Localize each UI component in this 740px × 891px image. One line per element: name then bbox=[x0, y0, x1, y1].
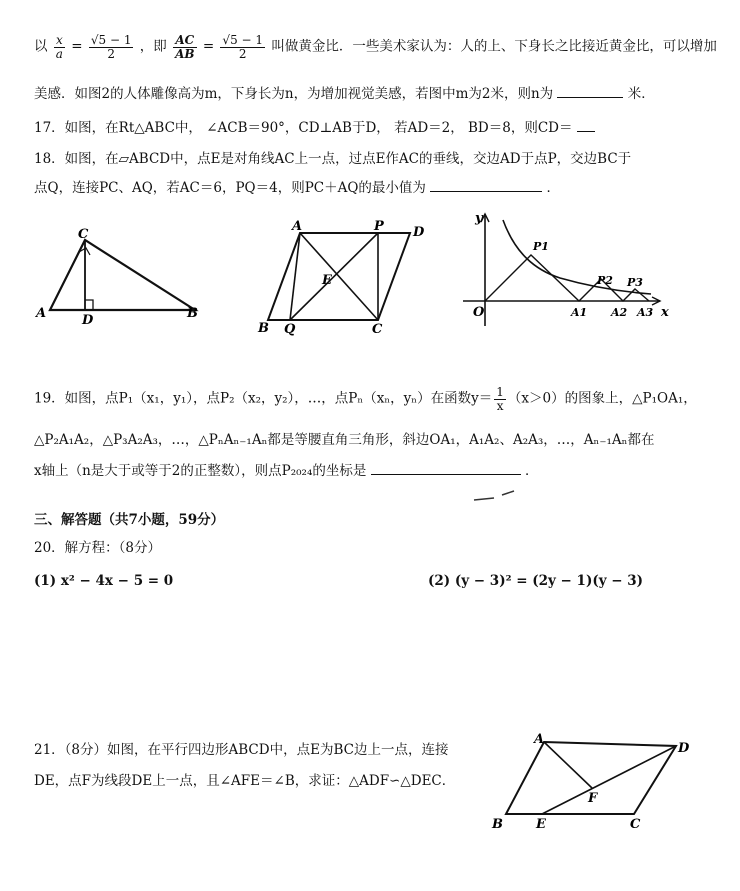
label-a: A bbox=[534, 732, 545, 747]
question-17: 17．如图，在Rt△ABC中， ∠ACB＝90°，CD⊥AB于D， 若AD＝2， BD＝8，则CD＝ bbox=[34, 116, 595, 136]
figure-19-hyperbola bbox=[455, 208, 675, 333]
label-a3: A3 bbox=[637, 306, 654, 319]
answer-blank-18[interactable] bbox=[430, 179, 542, 192]
fraction-1-over-x: $\frac{1}{x}$ bbox=[496, 385, 504, 413]
label-p1: P1 bbox=[533, 240, 549, 253]
question-20-title: 20．解方程：（8分） bbox=[34, 540, 162, 556]
label-f: F bbox=[588, 791, 598, 806]
label-b: B bbox=[492, 817, 503, 832]
q18-line1: 18．如图，在▱ABCD中，点E是对角线AC上一点，过点E作AC的垂线，交边AD于点P，交边BC于 bbox=[34, 151, 632, 167]
label-d: D bbox=[413, 225, 425, 240]
figure-17-triangle bbox=[30, 225, 210, 330]
q19-line2: △P₂A₁A₂，△P₃A₂A₃，…，△PₙAₙ₋₁Aₙ都是等腰直角三角形，斜边OA₁，A₁A₂、A₂A₃，…，Aₙ₋₁Aₙ都在 bbox=[34, 432, 655, 448]
q16-line2: 美感．如图2的人体雕像高为m，下身长为n，为增加视觉美感，若图中m为2米，则n为 米． bbox=[34, 86, 655, 102]
figure-18-parallelogram bbox=[250, 218, 440, 338]
label-b: B bbox=[187, 306, 198, 321]
answer-blank-17[interactable] bbox=[577, 119, 595, 132]
label-c: C bbox=[372, 322, 383, 337]
label-b: B bbox=[258, 321, 269, 336]
label-a2: A2 bbox=[611, 306, 628, 319]
q21-line1: 21．（8分）如图，在平行四边形ABCD中，点E为BC边上一点，连接 bbox=[34, 742, 449, 758]
label-a1: A1 bbox=[571, 306, 588, 319]
q18-line2: 点Q，连接PC、AQ，若AC＝6，PQ＝4，则PC＋AQ的最小值为 ． bbox=[34, 180, 561, 196]
answer-blank-16[interactable] bbox=[557, 85, 623, 98]
label-e: E bbox=[536, 817, 546, 832]
q16-line1: 以 $\frac{x}{a}$ = $\frac{√5 - 1}{2}$ ，即 $\frac{AC}{AB}$ = $\frac{√5 - 1}{2}$ 叫做黄金比．一些美术家认为：人的上、下身长之比接近黄金比，可以增加 bbox=[34, 33, 717, 61]
equation-20-2: (2) (y − 3)² = (2y − 1)(y − 3) bbox=[428, 573, 644, 589]
q19-line1: 19．如图，点P₁（x₁，y₁），点P₂（x₂，y₂），…，点Pₙ（xₙ，yₙ）在函数y＝ $\frac{1}{x}$ （x＞0）的图象上，△P₁OA₁， bbox=[34, 385, 697, 413]
figure-21-parallelogram bbox=[486, 728, 706, 833]
q21-line2: DE，点F为线段DE上一点，且∠AFE＝∠B，求证：△ADF∽△DEC． bbox=[34, 773, 456, 789]
label-d: D bbox=[82, 313, 94, 328]
answer-blank-19[interactable] bbox=[371, 462, 521, 475]
label-p2: P2 bbox=[597, 274, 613, 287]
label-e: E bbox=[322, 273, 332, 288]
equation-20-1: (1) x² − 4x − 5 = 0 bbox=[34, 573, 174, 589]
fraction-golden-ratio-2: $\frac{√5 - 1}{2}$ bbox=[222, 33, 264, 61]
label-d: D bbox=[678, 741, 690, 756]
label-p3: P3 bbox=[627, 276, 643, 289]
section-3-title: 三、解答题（共7小题，59分） bbox=[34, 512, 225, 528]
pen-mark bbox=[470, 486, 530, 504]
label-q: Q bbox=[284, 322, 296, 337]
label-a: A bbox=[292, 219, 303, 234]
label-o: O bbox=[473, 305, 485, 320]
label-x: x bbox=[661, 305, 669, 320]
label-y: y bbox=[475, 211, 483, 226]
fraction-ac-over-ab: $\frac{AC}{AB}$ bbox=[175, 33, 195, 61]
label-c: C bbox=[630, 817, 641, 832]
label-p: P bbox=[374, 219, 384, 234]
q16-prefix: 以 bbox=[34, 38, 48, 55]
label-c: C bbox=[78, 227, 89, 242]
q19-line3: x轴上（n是大于或等于2的正整数），则点P₂₀₂₄的坐标是 ． bbox=[34, 463, 539, 479]
label-a: A bbox=[36, 306, 47, 321]
fraction-x-over-a: $\frac{x}{a}$ bbox=[55, 33, 63, 61]
fraction-golden-ratio-1: $\frac{√5 - 1}{2}$ bbox=[90, 33, 132, 61]
